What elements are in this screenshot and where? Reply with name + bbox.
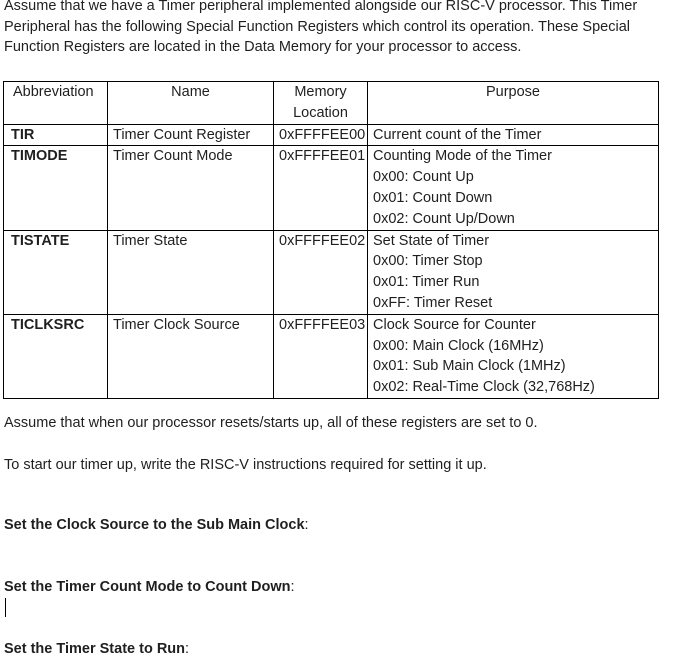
purpose-line: 0x00: Main Clock (16MHz) bbox=[373, 337, 544, 354]
purpose-line: 0x02: Count Up/Down bbox=[373, 210, 515, 227]
purpose-line: 0x01: Sub Main Clock (1MHz) bbox=[373, 358, 566, 375]
reset-note: Assume that when our processor resets/starts up, all of these registers are set to 0. bbox=[4, 415, 538, 431]
header-purpose: Purpose bbox=[368, 82, 659, 125]
register-table-body bbox=[4, 124, 659, 398]
task-colon: : bbox=[185, 641, 190, 657]
table-row bbox=[4, 124, 659, 146]
table-row bbox=[4, 146, 659, 230]
cell-memory-location: 0xFFFFEE00 bbox=[274, 124, 368, 146]
purpose-line: 0x01: Count Down bbox=[373, 189, 493, 206]
cell-memory-location: 0xFFFFEE03 bbox=[274, 314, 368, 398]
cell-abbreviation: TICLKSRC bbox=[4, 314, 108, 398]
cell-name: Timer State bbox=[108, 230, 274, 314]
purpose-line: 0x01: Timer Run bbox=[373, 274, 480, 291]
cell-memory-location: 0xFFFFEE01 bbox=[274, 146, 368, 230]
header-name: Name bbox=[108, 82, 274, 125]
purpose-line: 0x00: Timer Stop bbox=[373, 253, 483, 270]
task-timer-state-label: Set the Timer State to Run bbox=[4, 641, 186, 657]
instruction-text: To start our timer up, write the RISC-V instructions required for setting it up. bbox=[4, 457, 487, 473]
task-colon: : bbox=[304, 517, 309, 533]
cell-name: Timer Count Register bbox=[108, 124, 274, 146]
purpose-line: Set State of Timer bbox=[373, 232, 490, 249]
header-memory-location bbox=[274, 82, 368, 125]
purpose-line: 0x00: Count Up bbox=[373, 169, 474, 186]
cell-name: Timer Count Mode bbox=[108, 146, 274, 230]
task-clock-source-label: Set the Clock Source to the Sub Main Clock bbox=[4, 517, 305, 533]
table-row bbox=[4, 230, 659, 314]
table-row bbox=[4, 314, 659, 398]
header-abbreviation: Abbreviation bbox=[4, 82, 108, 125]
cell-purpose bbox=[368, 314, 659, 398]
register-table bbox=[3, 81, 659, 399]
cell-purpose bbox=[368, 124, 659, 146]
purpose-line: Counting Mode of the Timer bbox=[373, 148, 552, 165]
cell-purpose bbox=[368, 230, 659, 314]
task-clock-source bbox=[4, 515, 309, 535]
header-location-line1: Memory bbox=[294, 84, 347, 100]
intro-paragraph: Assume that we have a Timer peripheral implemented alongside our RISC-V processor. This Timer Peripheral has the following Special Function Registers which control its operation. These Special Function Registers are located in the Data Memory for your processor to access. bbox=[4, 0, 638, 55]
text-cursor bbox=[5, 598, 6, 617]
cell-abbreviation: TISTATE bbox=[4, 230, 108, 314]
purpose-line: Current count of the Timer bbox=[373, 126, 542, 143]
cell-abbreviation: TIR bbox=[4, 124, 108, 146]
task-timer-state bbox=[4, 639, 189, 659]
task-count-mode-label: Set the Timer Count Mode to Count Down bbox=[4, 579, 291, 595]
cell-abbreviation: TIMODE bbox=[4, 146, 108, 230]
table-header-row bbox=[4, 82, 659, 125]
header-location-line2: Location bbox=[293, 104, 348, 121]
task-count-mode bbox=[4, 577, 295, 597]
cell-memory-location: 0xFFFFEE02 bbox=[274, 230, 368, 314]
task-colon: : bbox=[290, 579, 295, 595]
purpose-line: 0x02: Real-Time Clock (32,768Hz) bbox=[373, 379, 595, 396]
purpose-line: Clock Source for Counter bbox=[373, 316, 536, 333]
cell-name: Timer Clock Source bbox=[108, 314, 274, 398]
cell-purpose bbox=[368, 146, 659, 230]
purpose-line: 0xFF: Timer Reset bbox=[373, 294, 493, 311]
